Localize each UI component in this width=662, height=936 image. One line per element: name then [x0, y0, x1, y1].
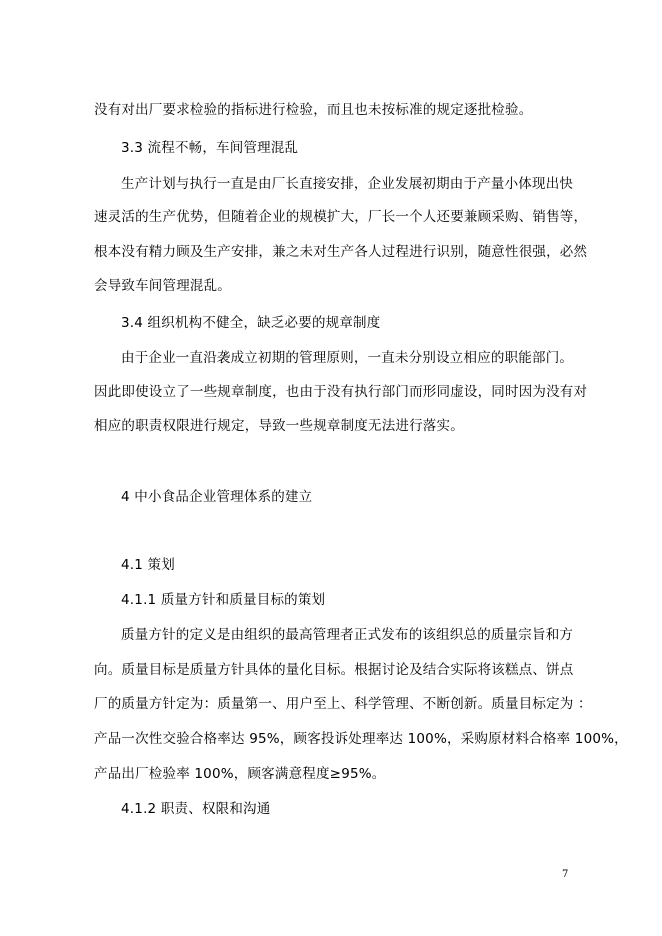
paragraph-line: 速灵活的生产优势，但随着企业的规模扩大，厂长一个人还要兼顾采购、销售等， [94, 209, 588, 225]
paragraph-line: 向。质量目标是质量方针具体的量化目标。根据讨论及结合实际将该糕点、饼点 [94, 662, 574, 678]
subsection-heading-4-1-1: 4.1.1 质量方针和质量目标的策划 [121, 592, 326, 608]
paragraph-line: 相应的职责权限进行规定，导致一些规章制度无法进行落实。 [94, 418, 464, 434]
section-heading-4-1: 4.1 策划 [121, 557, 175, 573]
paragraph-line: 由于企业一直沿袭成立初期的管理原则，一直未分别设立相应的职能部门。 [121, 350, 574, 366]
paragraph-line: 会导致车间管理混乱。 [94, 278, 231, 294]
page-number: 7 [562, 869, 569, 880]
section-heading-3-4: 3.4 组织机构不健全，缺乏必要的规章制度 [121, 315, 381, 331]
paragraph-line: 生产计划与执行一直是由厂长直接安排，企业发展初期由于产量小体现出快 [121, 176, 574, 192]
paragraph-line: 没有对出厂要求检验的指标进行检验，而且也未按标准的规定逐批检验。 [94, 102, 533, 118]
subsection-heading-4-1-2: 4.1.2 职责、权限和沟通 [121, 801, 271, 817]
paragraph-line: 因此即使设立了一些规章制度，也由于没有执行部门而形同虚设，同时因为没有对 [94, 384, 588, 400]
paragraph-line: 厂的质量方针定为：质量第一、用户至上、科学管理、不断创新。质量目标定为 ： [94, 696, 592, 712]
chapter-heading-4: 4 中小食品企业管理体系的建立 [121, 489, 313, 505]
paragraph-line: 产品出厂检验率 100%，顾客满意程度≥95%。 [94, 766, 386, 782]
paragraph-line: 产品一次性交验合格率达 95%，顾客投诉处理率达 100%，采购原材料合格率 100%， [94, 731, 628, 747]
paragraph-line: 根本没有精力顾及生产安排，兼之未对生产各人过程进行识别，随意性很强，必然 [94, 244, 588, 260]
section-heading-3-3: 3.3 流程不畅，车间管理混乱 [121, 140, 299, 156]
paragraph-line: 质量方针的定义是由组织的最高管理者正式发布的该组织总的质量宗旨和方 [121, 627, 574, 643]
